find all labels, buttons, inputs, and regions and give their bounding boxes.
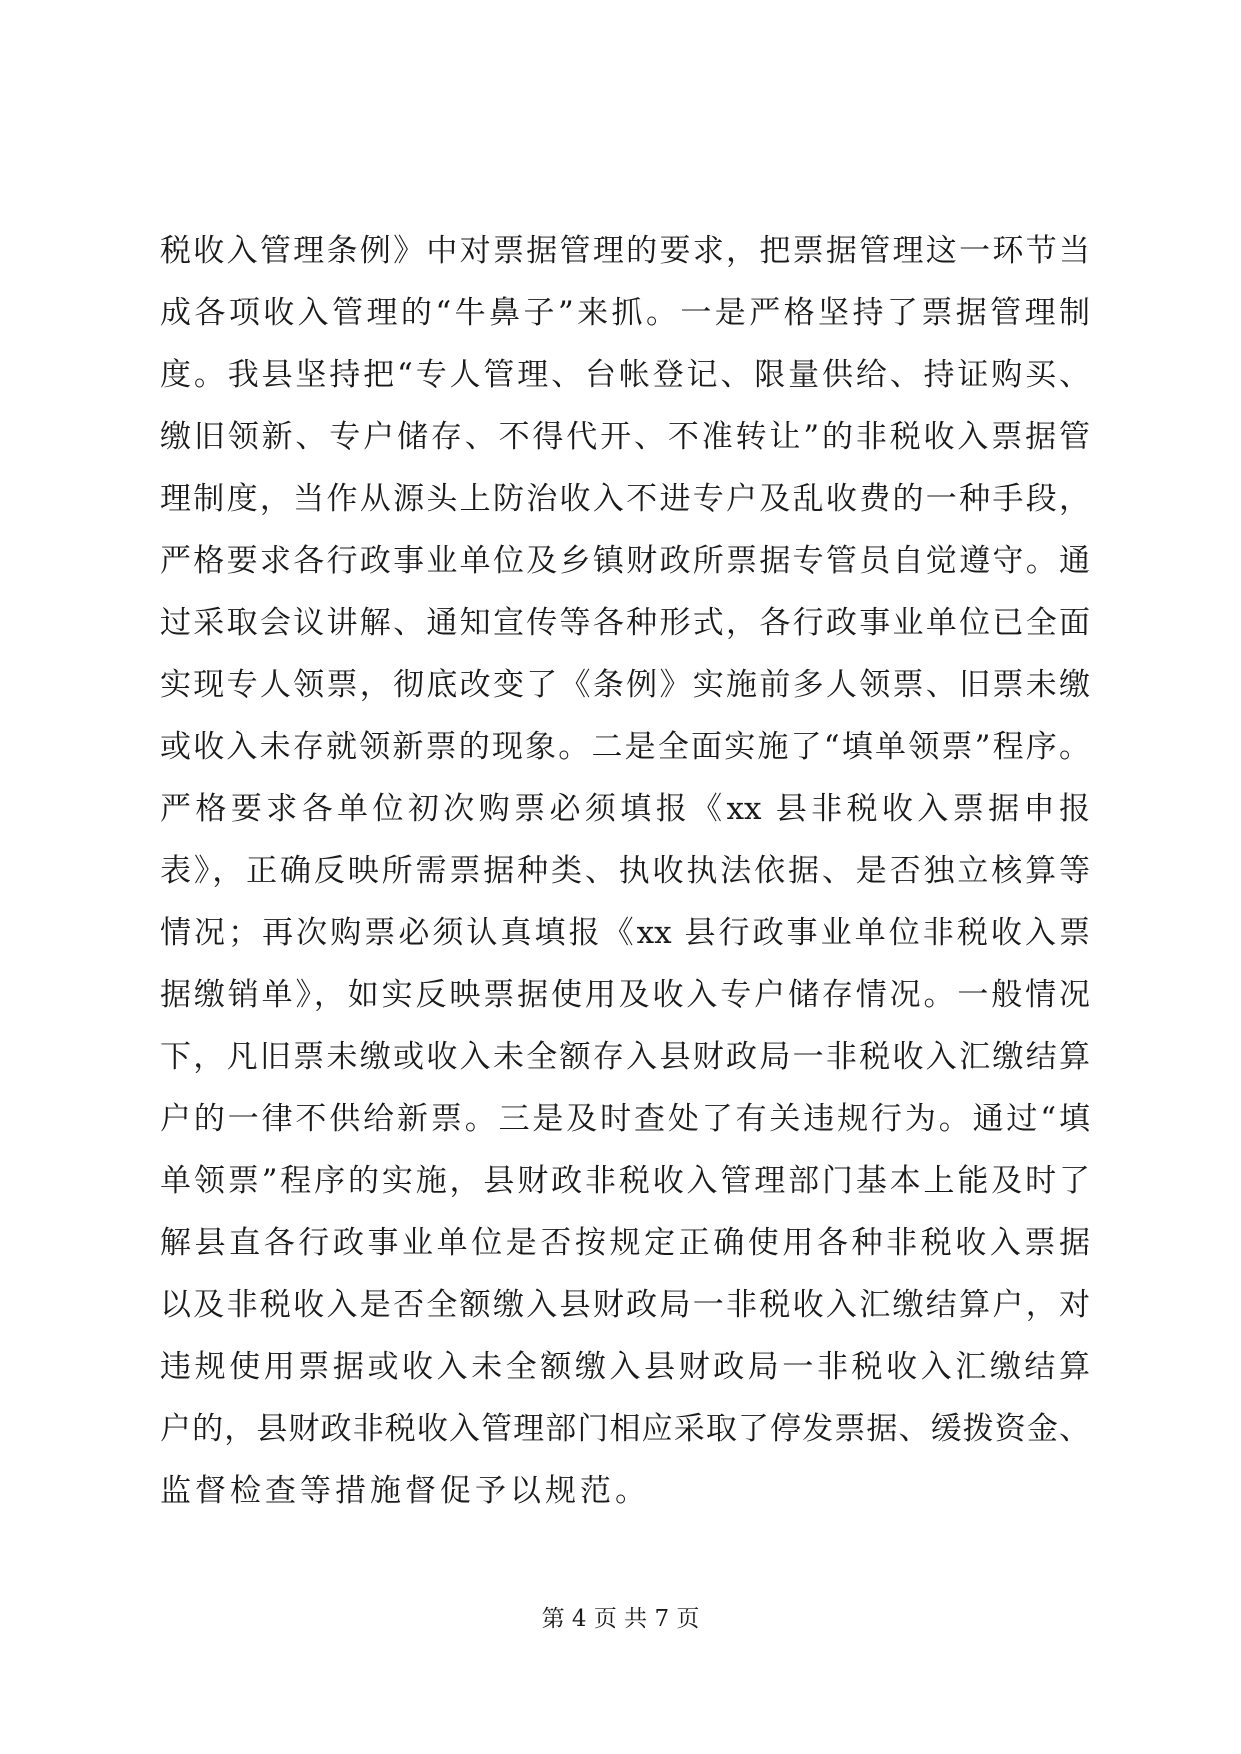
text-line: 户的，县财政非税收入管理部门相应采取了停发票据、缓拨资金、 [160, 1411, 1090, 1447]
text-line: 实现专人领票，彻底改变了《条例》实施前多人领票、旧票未缴 [160, 667, 1090, 703]
text-line: 过采取会议讲解、通知宣传等各种形式，各行政事业单位已全面 [160, 605, 1090, 641]
text-line: 度。我县坚持把“专人管理、台帐登记、限量供给、持证购买、 [160, 357, 1090, 393]
text-line: 单领票”程序的实施，县财政非税收入管理部门基本上能及时了 [160, 1163, 1090, 1199]
text-line: 监督检查等措施督促予以规范。 [160, 1473, 650, 1509]
text-line: 以及非税收入是否全额缴入县财政局一非税收入汇缴结算户，对 [160, 1287, 1090, 1323]
body-paragraph [160, 220, 1090, 1522]
text-line: 下，凡旧票未缴或收入未全额存入县财政局一非税收入汇缴结算 [160, 1039, 1090, 1075]
text-line: 情况；再次购票必须认真填报《xx 县行政事业单位非税收入票 [160, 915, 1090, 951]
text-line: 解县直各行政事业单位是否按规定正确使用各种非税收入票据 [160, 1225, 1090, 1261]
text-line: 违规使用票据或收入未全额缴入县财政局一非税收入汇缴结算 [160, 1349, 1090, 1385]
text-line: 成各项收入管理的“牛鼻子”来抓。一是严格坚持了票据管理制 [160, 295, 1090, 331]
text-line: 税收入管理条例》中对票据管理的要求，把票据管理这一环节当 [160, 233, 1090, 269]
text-line: 或收入未存就领新票的现象。二是全面实施了“填单领票”程序。 [160, 729, 1090, 765]
page-number-footer: 第 4 页 共 7 页 [541, 1606, 700, 1632]
text-line: 理制度，当作从源头上防治收入不进专户及乱收费的一种手段， [160, 481, 1090, 517]
text-line: 缴旧领新、专户储存、不得代开、不准转让”的非税收入票据管 [160, 419, 1090, 455]
text-line: 据缴销单》，如实反映票据使用及收入专户储存情况。一般情况 [160, 977, 1090, 1013]
text-line: 严格要求各单位初次购票必须填报《xx 县非税收入票据申报 [160, 791, 1090, 827]
text-line: 户的一律不供给新票。三是及时查处了有关违规行为。通过“填 [160, 1101, 1090, 1137]
text-line: 表》，正确反映所需票据种类、执收执法依据、是否独立核算等 [160, 853, 1090, 889]
text-line: 严格要求各行政事业单位及乡镇财政所票据专管员自觉遵守。通 [160, 543, 1090, 579]
